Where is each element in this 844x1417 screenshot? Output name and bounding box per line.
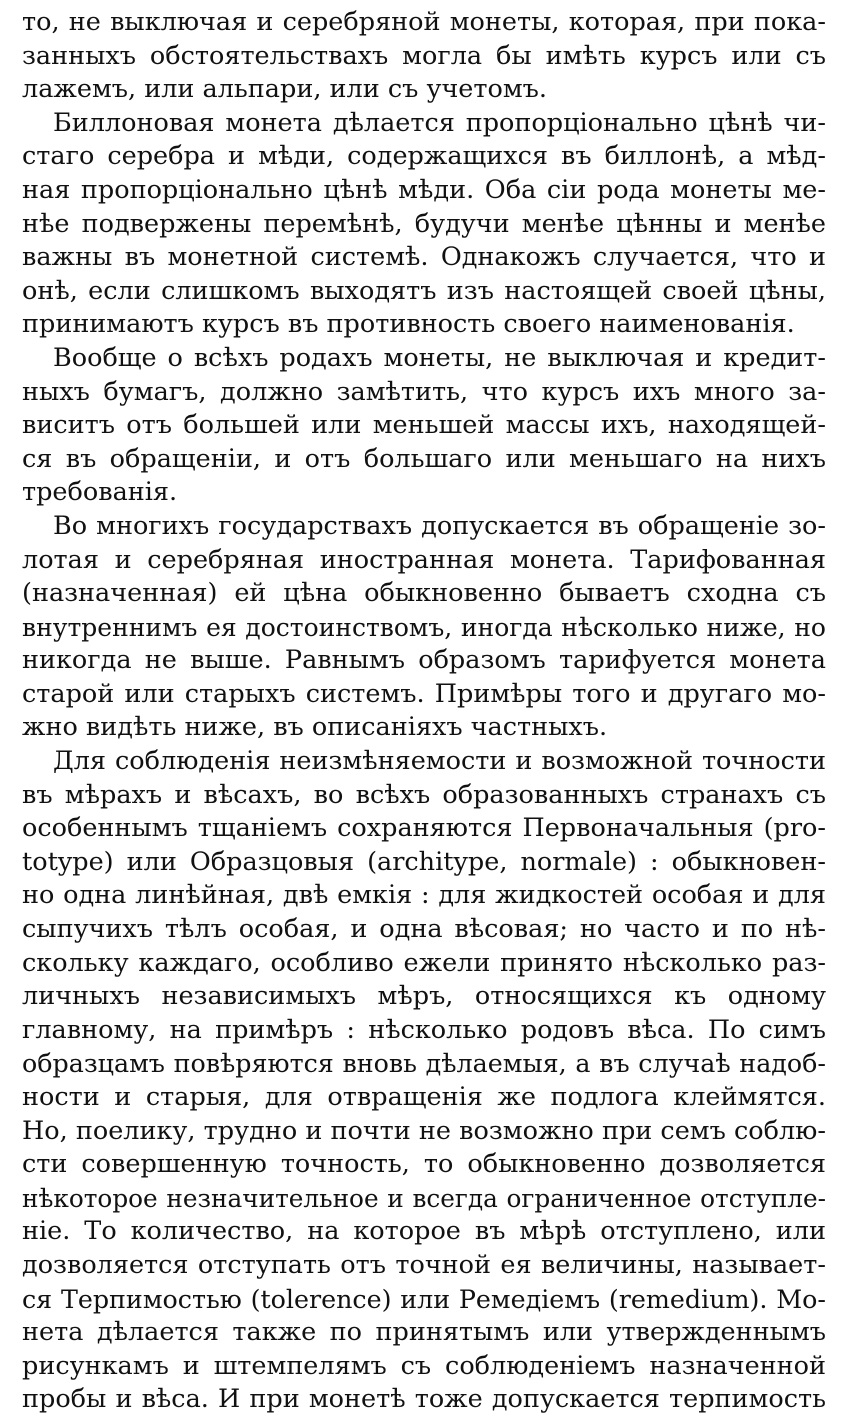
text-line: пробы и вѣса. И при монетѣ тоже допускается терпимость [22, 1384, 826, 1415]
text-line: рисункамъ и штемпелямъ съ соблюденіемъ назначенной [22, 1350, 826, 1381]
paragraph-measures-weights [22, 745, 826, 1417]
text-line: принимаютъ курсъ въ противность своего наименованія. [22, 309, 795, 340]
text-line: въ мѣрахъ и вѣсахъ, во всѣхъ образованныхъ странахъ съ [22, 779, 826, 810]
text-line: ныхъ бумагъ, должно замѣтить, что курсъ ихъ много за- [22, 376, 826, 407]
text-line: Для соблюденія неизмѣняемости и возможной точности [53, 746, 826, 777]
text-line: стаго серебра и мѣди, содержащихся въ биллонѣ, а мѣд- [22, 141, 826, 172]
text-line: занныхъ обстоятельствахъ могла бы имѣть курсъ или съ [22, 40, 826, 71]
text-line: внутреннимъ ея достоинствомъ, иногда нѣсколько ниже, но [22, 612, 826, 642]
document-page [22, 6, 826, 1417]
text-line: (назначенная) ей цѣна обыкновенно бываетъ сходна съ [22, 578, 826, 609]
text-line: жно видѣть ниже, въ описаніяхъ частныхъ. [22, 712, 608, 743]
text-line: сыпучихъ тѣлъ особая, и одна вѣсовая; но часто и по нѣ- [22, 914, 826, 945]
text-line: лотая и серебряная иностранная монета. Тарифованная [22, 544, 826, 575]
text-line: нѣе подвержены перемѣнѣ, будучи менѣе цѣнны и менѣе [22, 208, 826, 239]
text-line: но одна линѣйная, двѣ емкія : для жидкостей особая и для [22, 880, 826, 911]
text-line: главному, на примѣръ : нѣсколько родовъ вѣса. По симъ [22, 1014, 826, 1045]
paragraph-exchange-rate [22, 342, 826, 510]
text-line: лажемъ, или альпари, или съ учетомъ. [22, 74, 548, 105]
text-line: личныхъ независимыхъ мѣръ, относящихся къ одному [22, 981, 826, 1012]
text-line: онѣ, если слишкомъ выходятъ изъ настоящей своей цѣны, [22, 275, 826, 306]
text-line: нета дѣлается также по принятымъ или утвержденнымъ [22, 1317, 826, 1348]
paragraph-billon-coin [22, 107, 826, 342]
text-line: важны въ монетной системѣ. Однакожъ случается, что и [22, 242, 826, 273]
text-line: ніе. То количество, на которое въ мѣрѣ отступлено, или [22, 1216, 826, 1247]
text-line: старой или старыхъ системъ. Примѣры того и другаго мо- [22, 678, 826, 709]
text-line: ся въ обращеніи, и отъ большаго или меньшаго на нихъ [22, 443, 826, 474]
text-line: Во многихъ государствахъ допускается въ обращеніе зо- [53, 510, 826, 541]
text-line: виситъ отъ большей или меньшей массы ихъ, находящей- [22, 410, 826, 441]
text-line: никогда не выше. Равнымъ образомъ тарифуется монета [22, 645, 826, 676]
paragraph-silver-coin-end [22, 6, 826, 107]
text-line: Но, поелику, трудно и почти не возможно при семъ соблю- [22, 1115, 826, 1146]
text-line: Биллоновая монета дѣлается пропорціонально цѣнѣ чи- [53, 107, 826, 138]
text-line: дозволяется отступать отъ точной ея величины, называет- [22, 1249, 826, 1280]
text-line: образцамъ повѣряются вновь дѣлаемыя, а въ случаѣ надоб- [22, 1048, 826, 1079]
text-line: скольку каждаго, особливо ежели принято нѣсколько раз- [22, 947, 826, 978]
text-line: totype) или Образцовыя (architype, normale) : обыкновен- [22, 846, 826, 877]
text-line: особеннымъ тщаніемъ сохраняются Первоначальныя (pro- [22, 813, 826, 844]
text-line: требованія. [22, 477, 178, 508]
paragraph-foreign-coin [22, 510, 826, 745]
text-line: ся Терпимостью (tolerence) или Ремедіемъ (remedium). Мо- [22, 1283, 826, 1314]
text-line: ности и старыя, для отвращенія же подлога клеймятся. [22, 1082, 826, 1112]
text-line: сти совершенную точность, то обыкновенно дозволяется [22, 1149, 826, 1180]
text-line: ная пропорціонально цѣнѣ мѣди. Оба сіи рода монеты ме- [22, 174, 826, 205]
text-line: Вообще о всѣхъ родахъ монеты, не выключая и кредит- [53, 342, 826, 373]
text-line: то, не выключая и серебряной монеты, которая, при пока- [22, 7, 826, 37]
text-line: нѣкоторое незначительное и всегда ограниченное отступле- [22, 1183, 826, 1213]
